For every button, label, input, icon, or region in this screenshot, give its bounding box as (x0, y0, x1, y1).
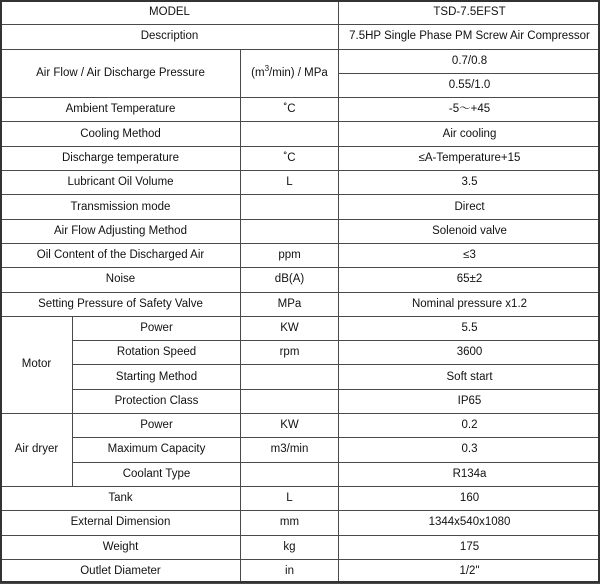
row-unit: L (241, 486, 339, 510)
air-flow-label: Air Flow / Air Discharge Pressure (1, 49, 241, 98)
row-unit: KW (241, 414, 339, 438)
row-unit: ˚C (241, 146, 339, 170)
row-value: 3600 (339, 341, 600, 365)
row-label: Oil Content of the Discharged Air (1, 243, 241, 267)
row-label: Noise (1, 268, 241, 292)
table-row (1, 486, 600, 510)
table-row (1, 438, 600, 462)
table-row (1, 122, 600, 146)
motor-group-label: Motor (1, 316, 73, 413)
table-row (1, 25, 600, 49)
table-row (1, 292, 600, 316)
air-dryer-group-label: Air dryer (1, 414, 73, 487)
air-flow-unit (241, 49, 339, 98)
air-flow-unit-sup: 3 (265, 64, 269, 73)
table-row (1, 1, 600, 25)
row-value: Air cooling (339, 122, 600, 146)
row-value: 175 (339, 535, 600, 559)
model-label: MODEL (1, 1, 339, 25)
row-value: 5.5 (339, 316, 600, 340)
air-flow-unit-prefix: (m (251, 67, 264, 79)
row-label: External Dimension (1, 511, 241, 535)
row-unit: MPa (241, 292, 339, 316)
table-row (1, 462, 600, 486)
row-label: Setting Pressure of Safety Valve (1, 292, 241, 316)
row-value: ≤A-Temperature+15 (339, 146, 600, 170)
row-value: 3.5 (339, 171, 600, 195)
row-unit (241, 219, 339, 243)
row-value: R134a (339, 462, 600, 486)
table-row (1, 414, 600, 438)
row-label: Protection Class (73, 389, 241, 413)
row-label: Power (73, 316, 241, 340)
row-value: IP65 (339, 389, 600, 413)
row-label: Cooling Method (1, 122, 241, 146)
table-row (1, 195, 600, 219)
row-unit (241, 389, 339, 413)
row-value: 0.2 (339, 414, 600, 438)
row-value: ≤3 (339, 243, 600, 267)
row-unit: KW (241, 316, 339, 340)
table-row (1, 559, 600, 583)
row-value: 1344x540x1080 (339, 511, 600, 535)
row-unit: m3/min (241, 438, 339, 462)
row-label: Coolant Type (73, 462, 241, 486)
table-row (1, 268, 600, 292)
row-unit: kg (241, 535, 339, 559)
row-label: Maximum Capacity (73, 438, 241, 462)
row-label: Ambient Temperature (1, 98, 241, 122)
row-label: Weight (1, 535, 241, 559)
row-label: Rotation Speed (73, 341, 241, 365)
row-value: -5～+45 (339, 98, 600, 122)
table-row (1, 511, 600, 535)
row-unit (241, 195, 339, 219)
row-label: Lubricant Oil Volume (1, 171, 241, 195)
row-value: Solenoid valve (339, 219, 600, 243)
table-row (1, 316, 600, 340)
row-unit (241, 462, 339, 486)
row-value: Soft start (339, 365, 600, 389)
table-row (1, 49, 600, 73)
row-unit: L (241, 171, 339, 195)
row-label: Air Flow Adjusting Method (1, 219, 241, 243)
row-unit: ˚C (241, 98, 339, 122)
air-flow-unit-suffix: /min) / MPa (269, 67, 328, 79)
table-row (1, 219, 600, 243)
row-value: 160 (339, 486, 600, 510)
table-row (1, 98, 600, 122)
row-unit (241, 122, 339, 146)
row-unit: ppm (241, 243, 339, 267)
row-label: Discharge temperature (1, 146, 241, 170)
row-unit (241, 365, 339, 389)
description-label: Description (1, 25, 339, 49)
row-label: Starting Method (73, 365, 241, 389)
model-value: TSD-7.5EFST (339, 1, 600, 25)
row-value: Nominal pressure x1.2 (339, 292, 600, 316)
row-value: 0.3 (339, 438, 600, 462)
row-label: Outlet Diameter (1, 559, 241, 583)
air-flow-value-2: 0.55/1.0 (339, 73, 600, 97)
table-row (1, 146, 600, 170)
row-label: Power (73, 414, 241, 438)
description-value: 7.5HP Single Phase PM Screw Air Compressor (339, 25, 600, 49)
row-label: Tank (1, 486, 241, 510)
table-row (1, 535, 600, 559)
table-row (1, 171, 600, 195)
table-row (1, 365, 600, 389)
row-unit: dB(A) (241, 268, 339, 292)
table-row (1, 341, 600, 365)
row-unit: rpm (241, 341, 339, 365)
air-flow-value-1: 0.7/0.8 (339, 49, 600, 73)
row-value: 1/2" (339, 559, 600, 583)
row-value: Direct (339, 195, 600, 219)
table-row (1, 243, 600, 267)
row-unit: mm (241, 511, 339, 535)
row-unit: in (241, 559, 339, 583)
table-row (1, 389, 600, 413)
row-value: 65±2 (339, 268, 600, 292)
row-label: Transmission mode (1, 195, 241, 219)
